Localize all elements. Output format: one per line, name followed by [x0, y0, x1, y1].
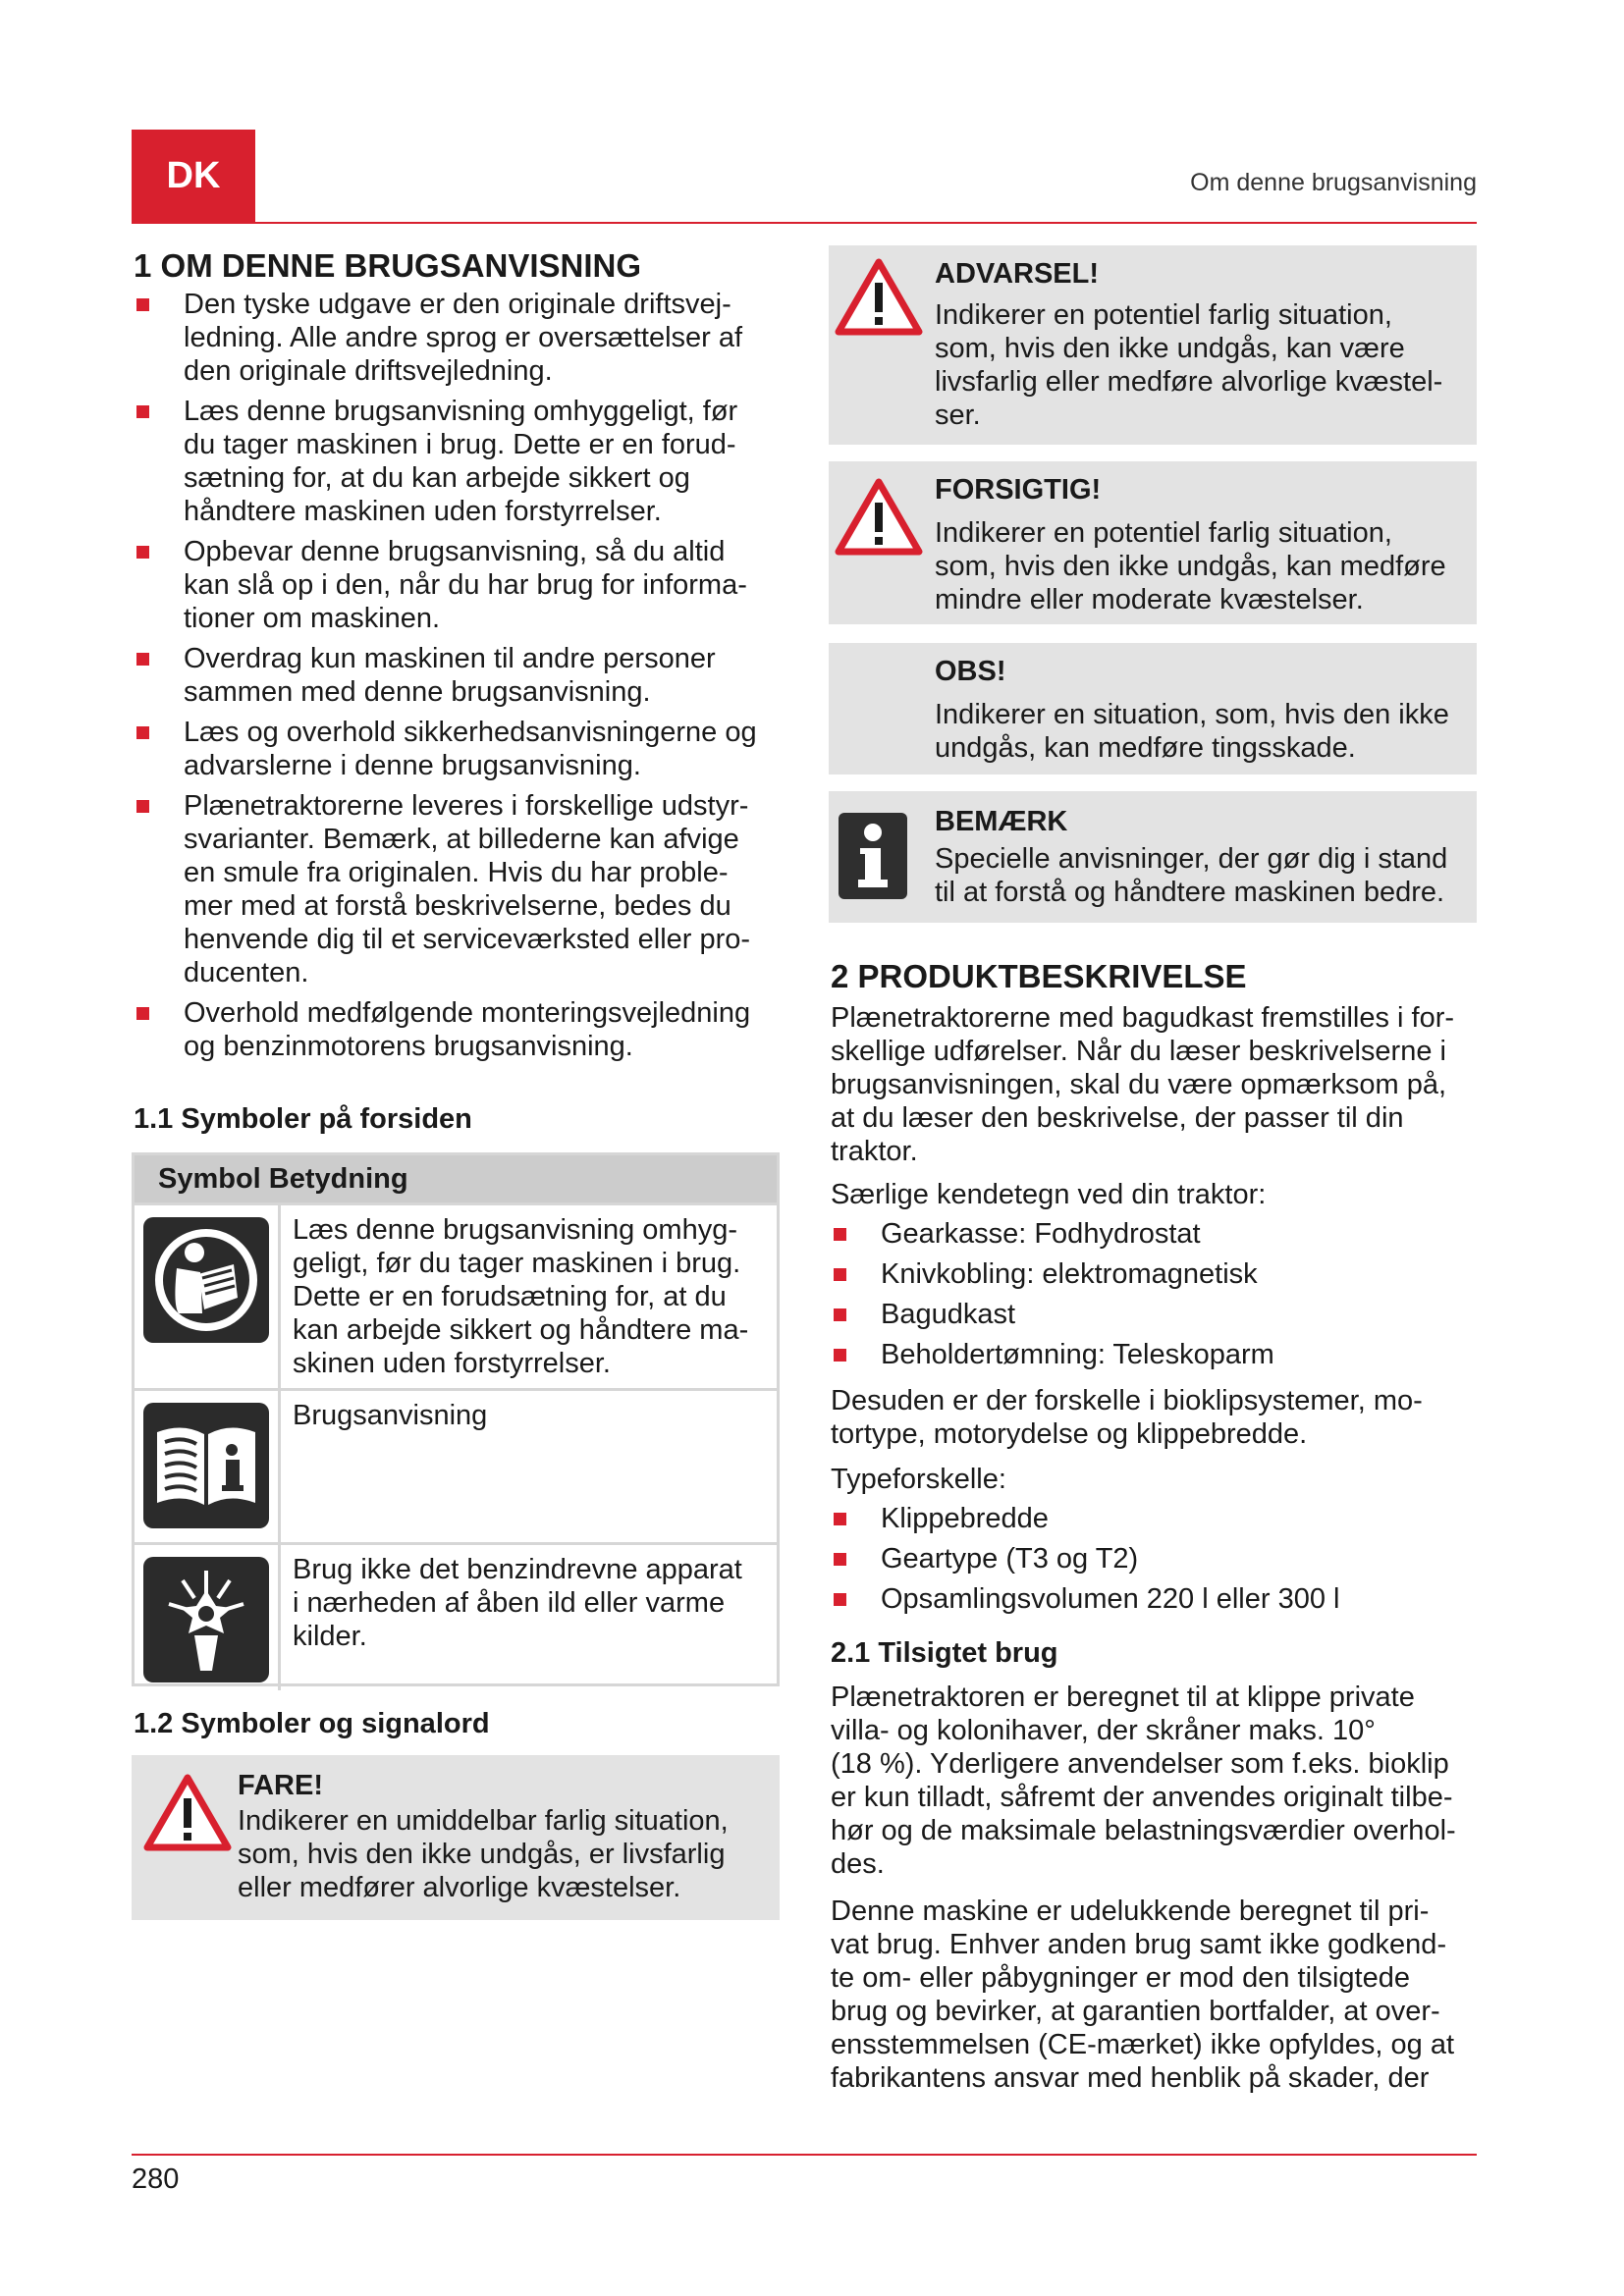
text-line: skellige udførelser. Når du læser beskrivelserne i [831, 1036, 1446, 1067]
bemaerk-text [935, 842, 1470, 909]
list-item-line: håndtere maskinen uden forstyrrelser. [184, 496, 662, 527]
header-rule [132, 222, 1477, 224]
list-item-label: Opsamlingsvolumen 220 l eller 300 l [881, 1583, 1340, 1615]
text-line: tortype, motorydelse og klippebredde. [831, 1418, 1308, 1450]
text-line: Indikerer en potentiel farlig situation, [935, 299, 1392, 331]
list-item [132, 395, 789, 528]
text-line: som, hvis den ikke undgås, kan være [935, 333, 1405, 364]
text-line: kan arbejde sikkert og håndtere ma- [293, 1314, 749, 1346]
list-item-line: Overhold medfølgende monteringsvejledning [184, 997, 751, 1029]
text-line: mindre eller moderate kvæstelser. [935, 584, 1364, 615]
features-label: Særlige kendetegn ved din traktor: [831, 1179, 1267, 1210]
features-list [829, 1217, 1477, 1378]
advarsel-notice [829, 245, 1477, 445]
table-row [135, 1202, 777, 1388]
text-line: (18 %). Yderligere anvendelser som f.eks. bioklip [831, 1748, 1449, 1780]
list-item [829, 1298, 1477, 1331]
list-item-line: advarslerne i denne brugsanvisning. [184, 750, 641, 781]
text-line: fabrikantens ansvar med henblik på skader, der [831, 2062, 1430, 2094]
symbol-cell [135, 1545, 281, 1690]
footer-rule [132, 2154, 1477, 2156]
bullet-square-icon [136, 800, 149, 813]
forsigtig-title: FORSIGTIG! [935, 474, 1102, 506]
bullet-square-icon [834, 1228, 846, 1241]
text-line: brugsanvisningen, skal du være opmærksom på, [831, 1069, 1447, 1100]
text-line: livsfarlig eller medføre alvorlige kvæstel- [935, 366, 1443, 398]
obs-title: OBS! [935, 656, 1006, 687]
bullet-square-icon [834, 1513, 846, 1525]
list-item-label: Knivkobling: elektromagnetisk [881, 1258, 1258, 1290]
bullet-square-icon [136, 1007, 149, 1020]
running-title: Om denne brugsanvisning [1190, 169, 1477, 196]
text-line: traktor. [831, 1136, 918, 1167]
list-item [132, 642, 789, 709]
list-item-label: Klippebredde [881, 1503, 1049, 1534]
text-line: som, hvis den ikke undgås, er livsfarlig [238, 1839, 726, 1870]
list-item-line: Overdrag kun maskinen til andre personer [184, 643, 716, 674]
text-line: Desuden er der forskelle i bioklipsystemer, mo- [831, 1385, 1423, 1416]
symbol-description [281, 1391, 777, 1542]
text-line: Denne maskine er udelukkende beregnet til pri- [831, 1896, 1430, 1927]
advarsel-text [935, 298, 1470, 432]
list-item-line: du tager maskinen i brug. Dette er en forud- [184, 429, 736, 460]
bullet-square-icon [834, 1593, 846, 1606]
text-line: ser. [935, 400, 981, 431]
types-list [829, 1502, 1477, 1623]
differences-text [831, 1384, 1479, 1451]
list-item-line: tioner om maskinen. [184, 603, 441, 634]
text-line: hør og de maksimale belastningsværdier overhol- [831, 1815, 1456, 1846]
text-line: Plænetraktorerne med bagudkast fremstilles i for- [831, 1002, 1455, 1034]
text-line: Indikerer en situation, som, hvis den ikke [935, 699, 1449, 730]
bullet-square-icon [834, 1553, 846, 1566]
list-item-line: henvende dig til et serviceværksted eller pro- [184, 924, 751, 955]
text-line: til at forstå og håndtere maskinen bedre. [935, 877, 1445, 908]
text-line: er kun tilladt, såfremt der anvendes originalt tilbe- [831, 1782, 1453, 1813]
list-item [829, 1542, 1477, 1575]
text-line: brug og bevirker, at garantien bortfalder, at over- [831, 1996, 1440, 2027]
list-item-line: ducenten. [184, 957, 309, 988]
bemaerk-title: BEMÆRK [935, 806, 1068, 837]
bemaerk-notice [829, 791, 1477, 923]
list-item-line: Den tyske udgave er den originale driftsvej- [184, 289, 731, 320]
bullet-square-icon [136, 405, 149, 418]
bullet-square-icon [136, 298, 149, 311]
forsigtig-text [935, 516, 1470, 616]
list-item-line: sammen med denne brugsanvisning. [184, 676, 651, 708]
section-2-intro [831, 1001, 1479, 1168]
list-item-line: kan slå op i den, når du har brug for informa- [184, 569, 747, 601]
fare-text [238, 1804, 768, 1904]
list-item [829, 1217, 1477, 1251]
text-line: Brug ikke det benzindrevne apparat [293, 1554, 742, 1585]
intended-use-paragraph-2 [831, 1895, 1489, 2095]
language-tab [132, 130, 255, 222]
list-item-line: Læs og overhold sikkerhedsanvisningerne og [184, 717, 757, 748]
text-line: Læs denne brugsanvisning omhyg- [293, 1214, 737, 1246]
warning-triangle-icon [835, 477, 923, 556]
text-line: Plænetraktoren er beregnet til at klippe private [831, 1682, 1415, 1713]
table-row [135, 1542, 777, 1690]
list-item [132, 288, 789, 388]
section-1-title: 1 OM DENNE BRUGSANVISNING [134, 247, 642, 284]
list-item-line: og benzinmotorens brugsanvisning. [184, 1031, 633, 1062]
info-icon [839, 813, 907, 899]
list-item-line: svarianter. Bemærk, at billederne kan afvige [184, 824, 739, 855]
symbol-description [281, 1545, 777, 1690]
list-item-line: Læs denne brugsanvisning omhyggeligt, før [184, 396, 738, 427]
intended-use-paragraph-1 [831, 1681, 1489, 1881]
list-item-line: Opbevar denne brugsanvisning, så du altid [184, 536, 726, 567]
section-2-1-title: 2.1 Tilsigtet brug [831, 1637, 1058, 1669]
symbol-cell [135, 1205, 281, 1388]
list-item-label: Bagudkast [881, 1299, 1016, 1330]
read-manual-icon [143, 1217, 269, 1343]
bullet-square-icon [834, 1268, 846, 1281]
warning-triangle-icon [143, 1773, 232, 1851]
fare-notice [132, 1755, 780, 1920]
list-item-line: ledning. Alle andre sprog er oversættelser af [184, 322, 743, 353]
list-item [829, 1338, 1477, 1371]
text-line: Specielle anvisninger, der gør dig i stand [935, 843, 1448, 875]
no-open-fire-icon [143, 1557, 269, 1682]
advarsel-title: ADVARSEL! [935, 258, 1100, 290]
text-line: at du læser den beskrivelse, der passer til din [831, 1102, 1404, 1134]
bullet-square-icon [834, 1308, 846, 1321]
list-item-line: mer med at forstå beskrivelserne, bedes du [184, 890, 731, 922]
list-item [132, 535, 789, 635]
page-number: 280 [132, 2163, 180, 2195]
list-item [132, 789, 789, 989]
text-line: undgås, kan medføre tingsskade. [935, 732, 1356, 764]
list-item [829, 1257, 1477, 1291]
text-line: Indikerer en potentiel farlig situation, [935, 517, 1392, 549]
table-row [135, 1388, 777, 1542]
symbol-table [132, 1152, 780, 1686]
forsigtig-notice [829, 461, 1477, 624]
language-code: DK [166, 154, 221, 196]
obs-notice [829, 643, 1477, 774]
section-1-bullets [132, 288, 789, 1070]
symbol-table-header: Symbol Betydning [135, 1155, 777, 1202]
text-line: i nærheden af åben ild eller varme [293, 1587, 726, 1619]
text-line: skinen uden forstyrrelser. [293, 1348, 611, 1379]
bullet-square-icon [136, 546, 149, 559]
text-line: eller medfører alvorlige kvæstelser. [238, 1872, 681, 1903]
fare-title: FARE! [238, 1770, 323, 1801]
text-line: Indikerer en umiddelbar farlig situation, [238, 1805, 729, 1837]
text-line: te om- eller påbygninger er mod den tilsigtede [831, 1962, 1410, 1994]
section-1-2-title: 1.2 Symboler og signalord [134, 1708, 490, 1739]
list-item-line: sætning for, at du kan arbejde sikkert og [184, 462, 690, 494]
warning-triangle-icon [835, 257, 923, 336]
list-item [132, 996, 789, 1063]
list-item [829, 1502, 1477, 1535]
list-item-line: den originale driftsvejledning. [184, 355, 553, 387]
text-line: Dette er en forudsætning for, at du [293, 1281, 727, 1312]
bullet-square-icon [136, 726, 149, 739]
text-line: geligt, før du tager maskinen i brug. [293, 1248, 741, 1279]
list-item-label: Geartype (T3 og T2) [881, 1543, 1139, 1575]
list-item [132, 716, 789, 782]
text-line: ensstemmelsen (CE-mærket) ikke opfyldes, og at [831, 2029, 1454, 2060]
symbol-description [281, 1205, 777, 1388]
types-label: Typeforskelle: [831, 1464, 1006, 1495]
bullet-square-icon [136, 653, 149, 666]
text-line: villa- og kolonihaver, der skråner maks. 10° [831, 1715, 1376, 1746]
text-line: des. [831, 1848, 885, 1880]
obs-text [935, 698, 1470, 765]
section-1-1-title: 1.1 Symboler på forsiden [134, 1103, 472, 1135]
list-item-label: Beholdertømning: Teleskoparm [881, 1339, 1274, 1370]
list-item-line: en smule fra originalen. Hvis du har proble- [184, 857, 729, 888]
list-item-line: Plænetraktorerne leveres i forskellige udstyr- [184, 790, 749, 822]
text-line: vat brug. Enhver anden brug samt ikke godkend- [831, 1929, 1447, 1960]
text-line: Brugsanvisning [293, 1400, 488, 1431]
text-line: som, hvis den ikke undgås, kan medføre [935, 551, 1446, 582]
list-item [829, 1582, 1477, 1616]
bullet-square-icon [834, 1349, 846, 1362]
symbol-cell [135, 1391, 281, 1542]
manual-info-book-icon [143, 1403, 269, 1528]
list-item-label: Gearkasse: Fodhydrostat [881, 1218, 1201, 1250]
section-2-title: 2 PRODUKTBESKRIVELSE [831, 958, 1247, 994]
text-line: kilder. [293, 1621, 367, 1652]
